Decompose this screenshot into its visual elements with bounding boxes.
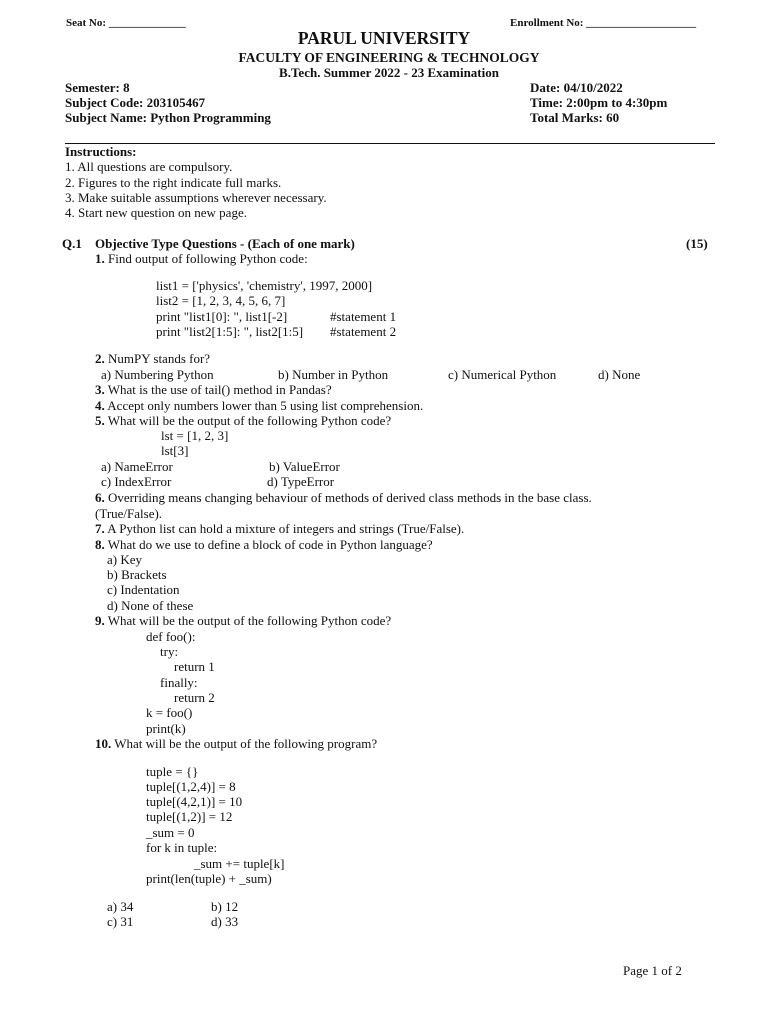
code-line: _sum += tuple[k] [194, 856, 285, 871]
code-line: print "list1[0]: ", list1[-2] [156, 309, 288, 324]
exam-time: Time: 2:00pm to 4:30pm [530, 95, 668, 110]
subquestion-5: 5. What will be the output of the following Python code? [95, 413, 392, 428]
faculty-name: FACULTY OF ENGINEERING & TECHNOLOGY [238, 50, 540, 65]
code-line: print "list2[1:5]: ", list2[1:5] [156, 324, 304, 339]
option: c) Numerical Python [448, 367, 557, 382]
subquestion-10: 10. What will be the output of the following program? [95, 736, 378, 751]
subquestion-7: 7. A Python list can hold a mixture of integers and strings (True/False). [95, 521, 465, 536]
subject-code: Subject Code: 203105467 [65, 95, 206, 110]
seat-no: Seat No: ______________ [66, 17, 186, 29]
subquestion-8: 8. What do we use to define a block of code in Python language? [95, 537, 433, 552]
subquestion-2: 2. NumPY stands for? [95, 351, 211, 366]
question-number: Q.1 [62, 236, 82, 251]
enrollment-no: Enrollment No: ____________________ [510, 17, 697, 29]
option: a) 34 [107, 899, 134, 914]
code-comment: #statement 2 [330, 324, 397, 339]
subquestion-4: 4. Accept only numbers lower than 5 using list comprehension. [95, 398, 424, 413]
code-line: k = foo() [146, 705, 193, 720]
instruction-item: 4. Start new question on new page. [65, 205, 247, 220]
option: d) None [598, 367, 641, 382]
code-line: print(k) [146, 721, 186, 736]
instruction-item: 2. Figures to the right indicate full marks. [65, 175, 282, 190]
page-number: Page 1 of 2 [623, 963, 682, 978]
option: b) ValueError [269, 459, 340, 474]
option: c) 31 [107, 914, 134, 929]
option: b) Brackets [107, 567, 167, 582]
instruction-item: 1. All questions are compulsory. [65, 159, 233, 174]
code-line: for k in tuple: [146, 840, 218, 855]
code-line: finally: [160, 675, 198, 690]
code-line: tuple[(1,2,4)] = 8 [146, 779, 236, 794]
subquestion-1: 1. Find output of following Python code: [95, 251, 308, 266]
code-line: def foo(): [146, 629, 196, 644]
code-line: tuple = {} [146, 764, 199, 779]
code-line: return 1 [174, 659, 215, 674]
question-title: Objective Type Questions - (Each of one mark) [95, 236, 355, 251]
option: d) TypeError [267, 474, 335, 489]
code-line: tuple[(4,2,1)] = 10 [146, 794, 243, 809]
option: b) 12 [211, 899, 239, 914]
code-line: lst[3] [161, 443, 189, 458]
question-marks: (15) [686, 236, 708, 251]
code-line: tuple[(1,2)] = 12 [146, 809, 233, 824]
code-line: return 2 [174, 690, 215, 705]
code-comment: #statement 1 [330, 309, 397, 324]
exam-title: B.Tech. Summer 2022 - 23 Examination [279, 65, 499, 80]
option: a) Numbering Python [101, 367, 214, 382]
option: d) None of these [107, 598, 194, 613]
option: a) Key [107, 552, 143, 567]
exam-date: Date: 04/10/2022 [530, 80, 623, 95]
code-line: try: [160, 644, 179, 659]
option: c) Indentation [107, 582, 180, 597]
option: a) NameError [101, 459, 173, 474]
university-name: PARUL UNIVERSITY [297, 28, 471, 48]
option: d) 33 [211, 914, 239, 929]
subquestion-6-continued: (True/False). [95, 506, 163, 521]
code-line: list2 = [1, 2, 3, 4, 5, 6, 7] [156, 293, 286, 308]
total-marks: Total Marks: 60 [530, 110, 620, 125]
header-divider [65, 143, 715, 144]
code-line: print(len(tuple) + _sum) [146, 871, 272, 886]
semester: Semester: 8 [65, 80, 130, 95]
code-line: list1 = ['physics', 'chemistry', 1997, 2000] [156, 278, 373, 293]
option: c) IndexError [101, 474, 172, 489]
code-line: lst = [1, 2, 3] [161, 428, 229, 443]
option: b) Number in Python [278, 367, 389, 382]
instructions-title: Instructions: [65, 144, 137, 159]
subquestion-6: 6. Overriding means changing behaviour of methods of derived class methods in the base class. [95, 490, 592, 505]
instruction-item: 3. Make suitable assumptions wherever necessary. [65, 190, 327, 205]
code-line: _sum = 0 [146, 825, 195, 840]
subquestion-3: 3. What is the use of tail() method in Pandas? [95, 382, 332, 397]
subquestion-9: 9. What will be the output of the following Python code? [95, 613, 392, 628]
subject-name: Subject Name: Python Programming [65, 110, 271, 125]
